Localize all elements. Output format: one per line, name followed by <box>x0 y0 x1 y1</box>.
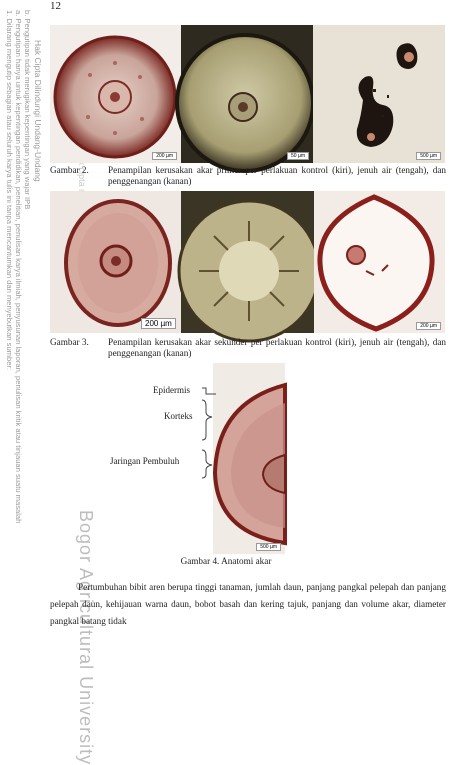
figure3-caption-text: Penampilan kerusakan akar sekunder per perlakuan kontrol (kiri), jenuh air (tengah), dan penggenangan (kanan) <box>108 337 446 358</box>
root-cross-section-image <box>50 191 181 333</box>
watermark-line-3: a. Pengutipan hanya untuk kepentingan pendidikan, penelitian, penulisan karya ilmiah, penyusunan laporan, penulisan kritik atau tinjauan suatu masalah <box>14 10 23 524</box>
body-paragraph-text: Pertumbuhan bibit aren berupa tinggi tanaman, jumlah daun, panjang pangkal pelepah dan panjang pelepah daun, kehijauan warna daun, bobot basah dan kering tajuk, panjang dan volume akar, diameter pangkal batang tidak <box>50 582 446 626</box>
root-cross-section-image <box>50 25 181 163</box>
watermark-bogor: Bogor Agricultural University <box>76 510 96 765</box>
body-paragraph <box>50 579 446 630</box>
annotation-brackets <box>196 380 218 480</box>
annotation-epidermis: Epidermis <box>153 385 190 395</box>
root-cross-section-image <box>181 191 314 333</box>
figure2-label: Gambar 2. <box>50 165 89 175</box>
annotation-korteks: Korteks <box>164 411 193 421</box>
figure4-caption: Gambar 4. Anatomi akar <box>180 556 272 566</box>
scale-bar-label: 500 µm <box>256 543 281 551</box>
annotation-jaringan-pembuluh: Jaringan Pembuluh <box>110 456 180 466</box>
figure3-photo-left <box>50 191 181 333</box>
figure3-photo-middle <box>145 191 314 333</box>
root-cross-section-image <box>181 25 313 163</box>
root-cross-section-image <box>314 191 445 333</box>
scale-bar-label: 200 µm <box>152 152 177 160</box>
figure2-photo-middle <box>181 25 313 163</box>
figure3-photo-right <box>314 191 445 333</box>
figure3-label: Gambar 3. <box>50 337 89 347</box>
scale-bar-label: 200 µm <box>141 318 176 329</box>
watermark-line-4: b. Pengutipan tidak merugikan kepentingan yang wajar IPB <box>23 10 32 210</box>
watermark-line-2: 1. Dilarang mengutip sebagian atau seluruh karya tulis ini tanpa mencantumkan dan menyebutkan sumber: <box>5 10 14 371</box>
scale-bar-label: 500 µm <box>416 152 441 160</box>
figure2-photo-left <box>50 25 181 163</box>
figure2-caption-text: Penampilan kerusakan akar primer per perlakuan kontrol (kiri), jenuh air (tengah), dan penggenangan (kanan) <box>108 165 446 186</box>
figure4-photo <box>213 363 285 554</box>
figure2-photo-right <box>313 25 445 163</box>
page-number: 12 <box>50 0 61 12</box>
scale-bar-label: 200 µm <box>416 322 441 330</box>
scale-bar-label: 50 µm <box>287 152 309 160</box>
root-cross-section-image <box>313 25 445 163</box>
watermark-line-1: Hak Cipta Dilindungi Undang-Undang <box>33 40 43 182</box>
figure3-caption <box>50 337 446 361</box>
figure2-caption <box>50 165 446 189</box>
root-anatomy-image <box>213 363 285 554</box>
